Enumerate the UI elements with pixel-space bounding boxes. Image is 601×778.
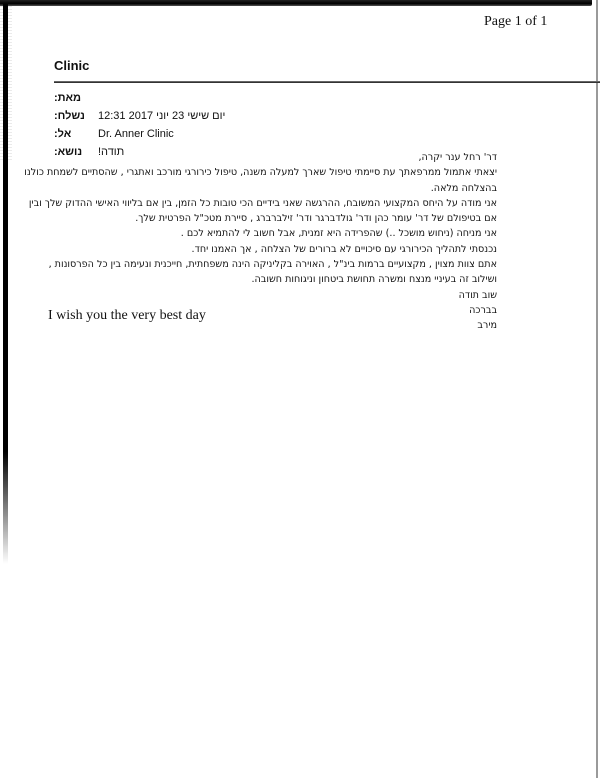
body-line: יצאתי אתמול ממרפאתך עת סיימתי טיפול שארך למעלה משנה, טיפול כירורגי מורכב ואתגרי , שהסתיים לשמחת כולנו bbox=[24, 167, 497, 179]
title-divider bbox=[54, 81, 600, 83]
sent-value: יום שישי 23 יוני 2017 12:31 bbox=[98, 110, 226, 122]
scan-left-border bbox=[3, 4, 8, 564]
from-label: מאת: bbox=[54, 92, 82, 104]
field-sent bbox=[54, 107, 600, 125]
subject-value: תודה! bbox=[98, 146, 125, 158]
body-line: אני מודה על היחס המקצועי המשובח, ההרגשה שאני בידיים הכי טובות כל הזמן, בין אם בליווי האישי ההדוק שלך ובין bbox=[28, 197, 497, 209]
english-note: I wish you the very best day bbox=[48, 308, 206, 323]
field-from bbox=[54, 89, 600, 107]
to-label: אל: bbox=[54, 128, 72, 140]
subject-label: נושא: bbox=[54, 146, 83, 158]
closing-regards: בברכה bbox=[469, 304, 497, 316]
salutation: דר' רחל ענר יקרה, bbox=[418, 152, 497, 163]
to-value: Dr. Anner Clinic bbox=[98, 128, 174, 140]
body-line: אם בטיפולם של דר' עומר כהן ודר' גולדברגר ודר' זילברברג , סיירת מטכ"ל הפרטית שלך. bbox=[135, 213, 497, 225]
email-header bbox=[54, 58, 600, 161]
scan-top-border bbox=[0, 0, 592, 6]
letter-body bbox=[24, 150, 497, 334]
page-number: Page 1 of 1 bbox=[484, 14, 548, 29]
closing-thanks: שוב תודה bbox=[458, 289, 497, 301]
field-to bbox=[54, 125, 600, 143]
body-line: אני מניחה (ניחוש מושכל ..) שהפרידה היא זמנית, אבל חשוב לי להתמיא לכם . bbox=[180, 228, 497, 240]
body-line: נכנסתי לתהליך הכירורגי עם סיכויים לא ברורים של הצלחה , אך האמנו יחד. bbox=[191, 243, 497, 255]
body-line: בהצלחה מלאה. bbox=[430, 182, 497, 194]
body-line: ושילוב זה בעיניי מנצח ומשרה תחושת ביטחון וניגוחות חשובה. bbox=[251, 274, 497, 286]
body-line: אתם צוות מצוין , מקצועיים ברמות בינ"ל , האוירה בקליניקה הינה משפחתית, חייכנית ונעימה בין כל הפרסונות , bbox=[48, 259, 497, 271]
document-title: Clinic bbox=[54, 58, 90, 73]
sent-label: נשלח: bbox=[54, 110, 85, 122]
signature: מירב bbox=[477, 320, 497, 332]
